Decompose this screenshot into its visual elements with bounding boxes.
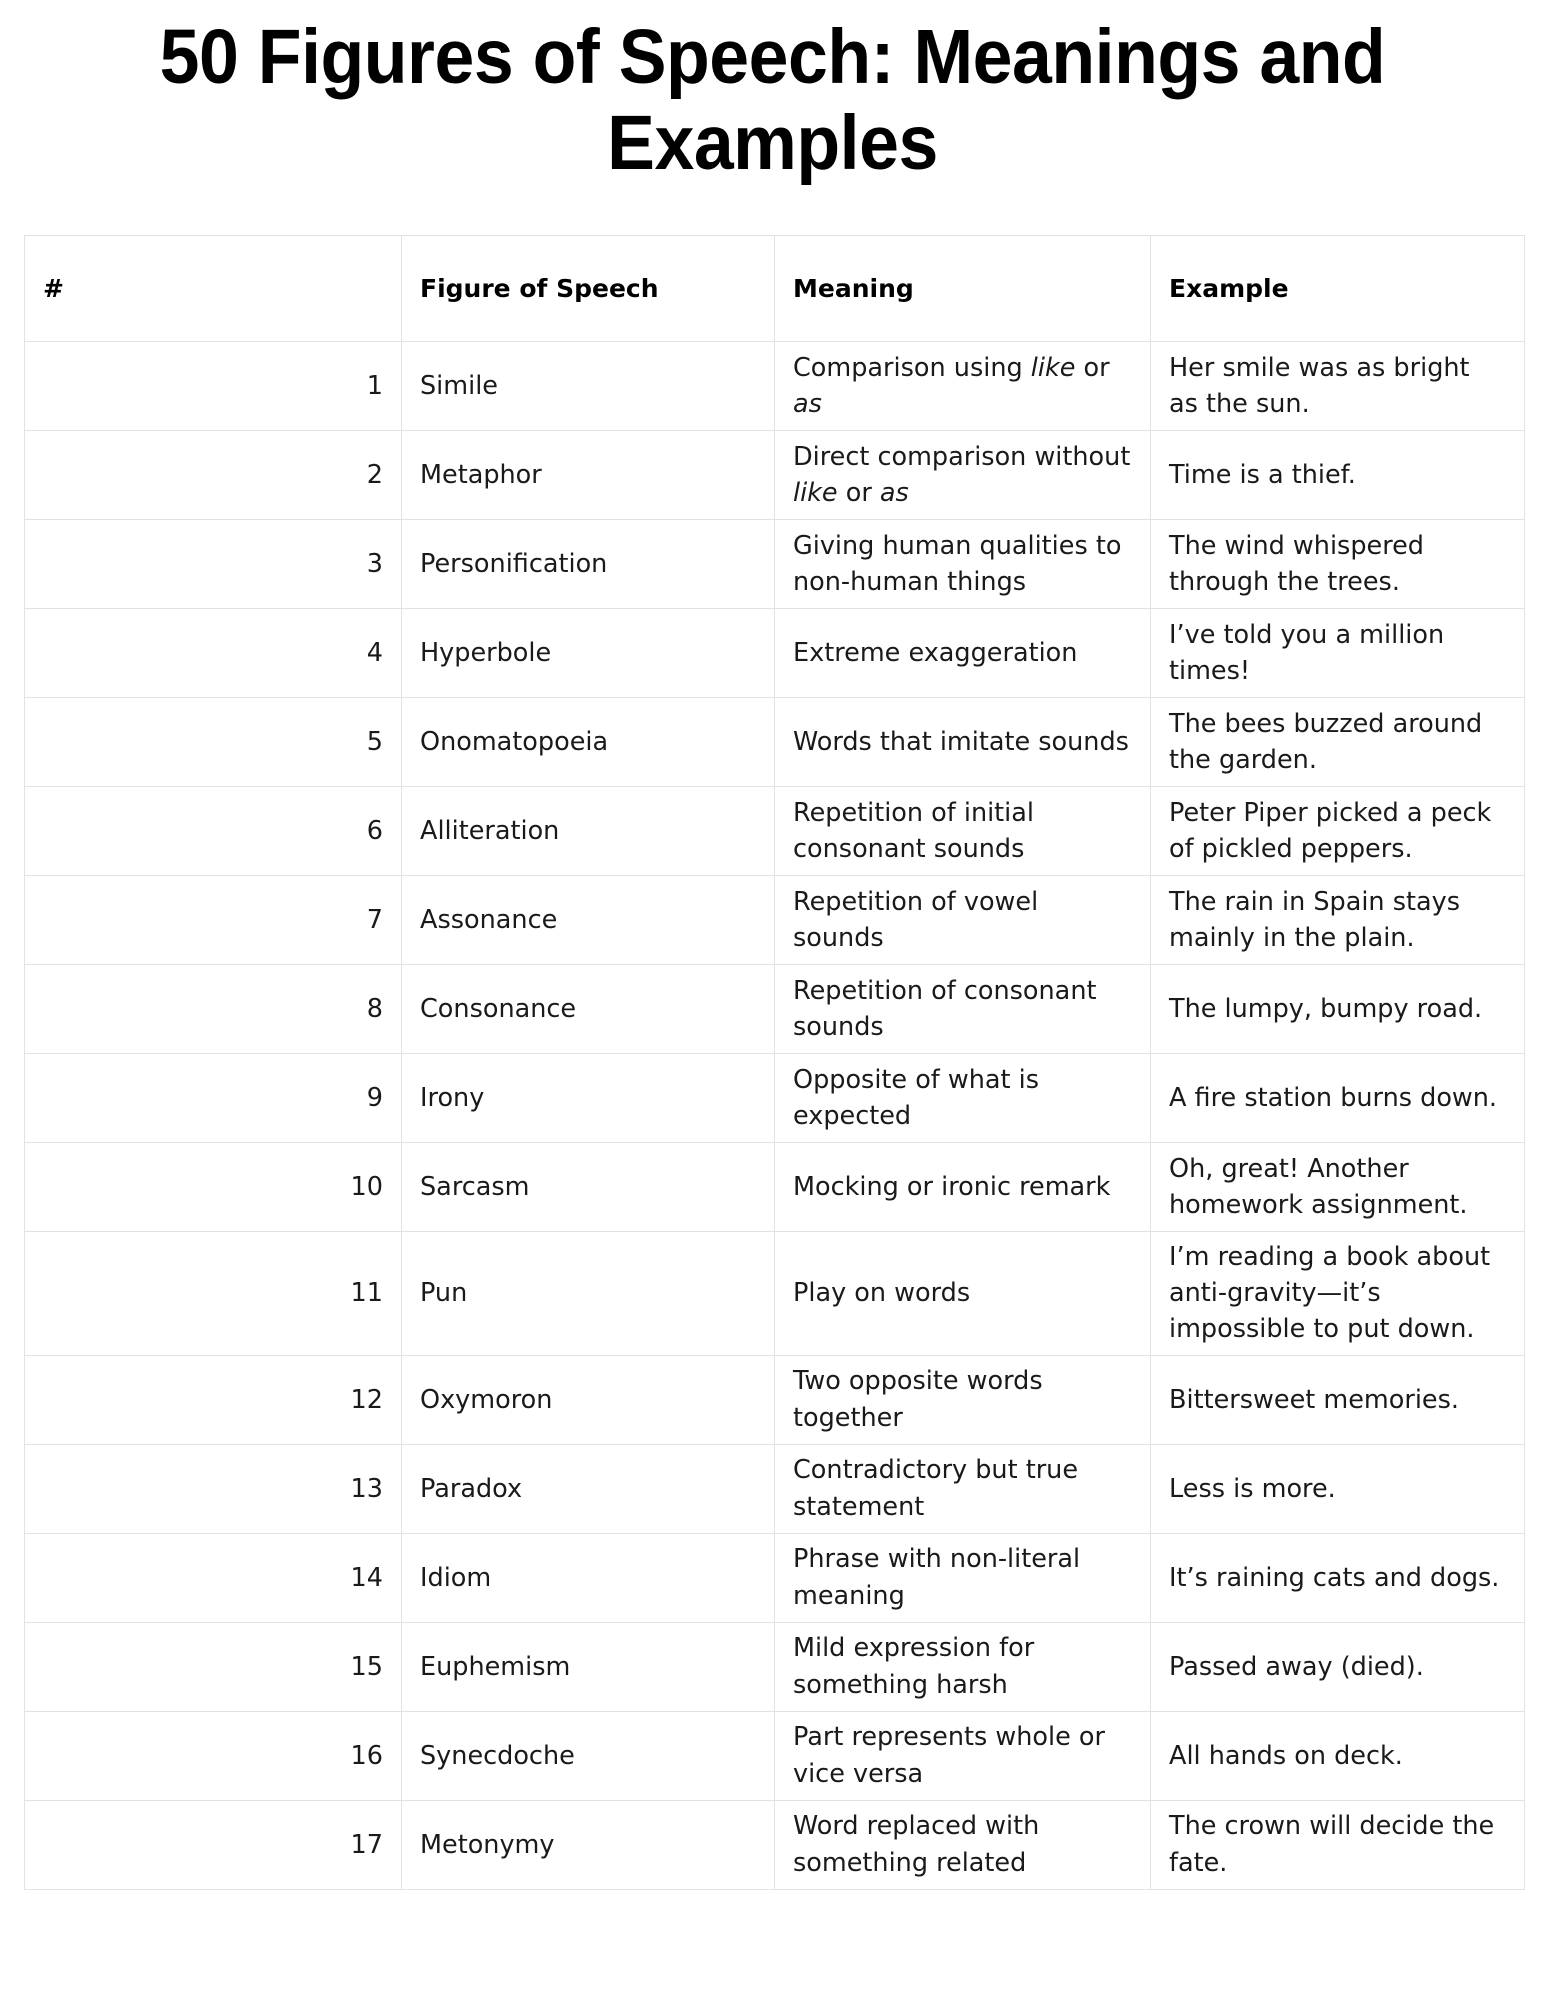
cell-meaning: Opposite of what is expected bbox=[775, 1054, 1151, 1143]
table-body bbox=[25, 342, 1525, 1890]
table-row bbox=[25, 1711, 1525, 1800]
cell-number: 16 bbox=[25, 1711, 402, 1800]
cell-meaning: Mild expression for something harsh bbox=[775, 1622, 1151, 1711]
table-row bbox=[25, 342, 1525, 431]
cell-figure-of-speech: Alliteration bbox=[402, 787, 775, 876]
cell-number: 4 bbox=[25, 609, 402, 698]
table-row bbox=[25, 431, 1525, 520]
cell-number: 17 bbox=[25, 1800, 402, 1889]
cell-figure-of-speech: Euphemism bbox=[402, 1622, 775, 1711]
cell-example: The crown will decide the fate. bbox=[1151, 1800, 1525, 1889]
cell-figure-of-speech: Consonance bbox=[402, 965, 775, 1054]
cell-figure-of-speech: Irony bbox=[402, 1054, 775, 1143]
cell-number: 12 bbox=[25, 1355, 402, 1444]
cell-figure-of-speech: Sarcasm bbox=[402, 1143, 775, 1232]
cell-example: The rain in Spain stays mainly in the plain. bbox=[1151, 876, 1525, 965]
cell-meaning: Repetition of consonant sounds bbox=[775, 965, 1151, 1054]
column-header-figure: Figure of Speech bbox=[402, 236, 775, 342]
table-row bbox=[25, 787, 1525, 876]
cell-number: 8 bbox=[25, 965, 402, 1054]
table-header-row bbox=[25, 236, 1525, 342]
cell-meaning: Giving human qualities to non-human things bbox=[775, 520, 1151, 609]
cell-example: Less is more. bbox=[1151, 1444, 1525, 1533]
cell-number: 11 bbox=[25, 1232, 402, 1356]
table-row bbox=[25, 1143, 1525, 1232]
cell-number: 15 bbox=[25, 1622, 402, 1711]
cell-number: 3 bbox=[25, 520, 402, 609]
cell-example: The wind whispered through the trees. bbox=[1151, 520, 1525, 609]
cell-figure-of-speech: Pun bbox=[402, 1232, 775, 1356]
cell-meaning: Direct comparison without like or as bbox=[775, 431, 1151, 520]
cell-figure-of-speech: Hyperbole bbox=[402, 609, 775, 698]
cell-example: Bittersweet memories. bbox=[1151, 1355, 1525, 1444]
cell-example: I’ve told you a million times! bbox=[1151, 609, 1525, 698]
cell-meaning: Phrase with non-literal meaning bbox=[775, 1533, 1151, 1622]
cell-example: I’m reading a book about anti-gravity—it’s impossible to put down. bbox=[1151, 1232, 1525, 1356]
cell-figure-of-speech: Paradox bbox=[402, 1444, 775, 1533]
cell-meaning: Repetition of initial consonant sounds bbox=[775, 787, 1151, 876]
table-row bbox=[25, 1533, 1525, 1622]
cell-number: 1 bbox=[25, 342, 402, 431]
cell-example: The lumpy, bumpy road. bbox=[1151, 965, 1525, 1054]
table-row bbox=[25, 1355, 1525, 1444]
cell-meaning: Words that imitate sounds bbox=[775, 698, 1151, 787]
figures-of-speech-table bbox=[24, 235, 1525, 1890]
cell-example: Her smile was as bright as the sun. bbox=[1151, 342, 1525, 431]
cell-meaning: Word replaced with something related bbox=[775, 1800, 1151, 1889]
cell-example: It’s raining cats and dogs. bbox=[1151, 1533, 1525, 1622]
cell-number: 10 bbox=[25, 1143, 402, 1232]
table-row bbox=[25, 1444, 1525, 1533]
table-row bbox=[25, 1622, 1525, 1711]
cell-number: 6 bbox=[25, 787, 402, 876]
cell-figure-of-speech: Metonymy bbox=[402, 1800, 775, 1889]
cell-figure-of-speech: Oxymoron bbox=[402, 1355, 775, 1444]
cell-meaning: Extreme exaggeration bbox=[775, 609, 1151, 698]
cell-figure-of-speech: Personification bbox=[402, 520, 775, 609]
table-row bbox=[25, 609, 1525, 698]
table-row bbox=[25, 1232, 1525, 1356]
cell-example: The bees buzzed around the garden. bbox=[1151, 698, 1525, 787]
table-row bbox=[25, 876, 1525, 965]
cell-meaning: Part represents whole or vice versa bbox=[775, 1711, 1151, 1800]
table-head bbox=[25, 236, 1525, 342]
cell-number: 7 bbox=[25, 876, 402, 965]
cell-meaning: Repetition of vowel sounds bbox=[775, 876, 1151, 965]
cell-figure-of-speech: Idiom bbox=[402, 1533, 775, 1622]
cell-meaning: Contradictory but true statement bbox=[775, 1444, 1151, 1533]
cell-number: 13 bbox=[25, 1444, 402, 1533]
cell-example: A fire station burns down. bbox=[1151, 1054, 1525, 1143]
cell-example: All hands on deck. bbox=[1151, 1711, 1525, 1800]
cell-meaning: Comparison using like or as bbox=[775, 342, 1151, 431]
page-title: 50 Figures of Speech: Meanings and Examples bbox=[159, 14, 1386, 187]
table-row bbox=[25, 698, 1525, 787]
column-header-meaning: Meaning bbox=[775, 236, 1151, 342]
table-row bbox=[25, 1800, 1525, 1889]
cell-meaning: Two opposite words together bbox=[775, 1355, 1151, 1444]
cell-figure-of-speech: Synecdoche bbox=[402, 1711, 775, 1800]
cell-figure-of-speech: Simile bbox=[402, 342, 775, 431]
table-row bbox=[25, 1054, 1525, 1143]
cell-figure-of-speech: Metaphor bbox=[402, 431, 775, 520]
cell-example: Passed away (died). bbox=[1151, 1622, 1525, 1711]
cell-number: 9 bbox=[25, 1054, 402, 1143]
figures-of-speech-table-wrapper bbox=[24, 235, 1524, 1890]
column-header-number: # bbox=[25, 236, 402, 342]
cell-meaning: Play on words bbox=[775, 1232, 1151, 1356]
column-header-example: Example bbox=[1151, 236, 1525, 342]
cell-number: 5 bbox=[25, 698, 402, 787]
cell-number: 14 bbox=[25, 1533, 402, 1622]
cell-meaning: Mocking or ironic remark bbox=[775, 1143, 1151, 1232]
cell-figure-of-speech: Assonance bbox=[402, 876, 775, 965]
cell-example: Time is a thief. bbox=[1151, 431, 1525, 520]
cell-figure-of-speech: Onomatopoeia bbox=[402, 698, 775, 787]
table-row bbox=[25, 965, 1525, 1054]
cell-example: Oh, great! Another homework assignment. bbox=[1151, 1143, 1525, 1232]
cell-example: Peter Piper picked a peck of pickled peppers. bbox=[1151, 787, 1525, 876]
table-row bbox=[25, 520, 1525, 609]
cell-number: 2 bbox=[25, 431, 402, 520]
